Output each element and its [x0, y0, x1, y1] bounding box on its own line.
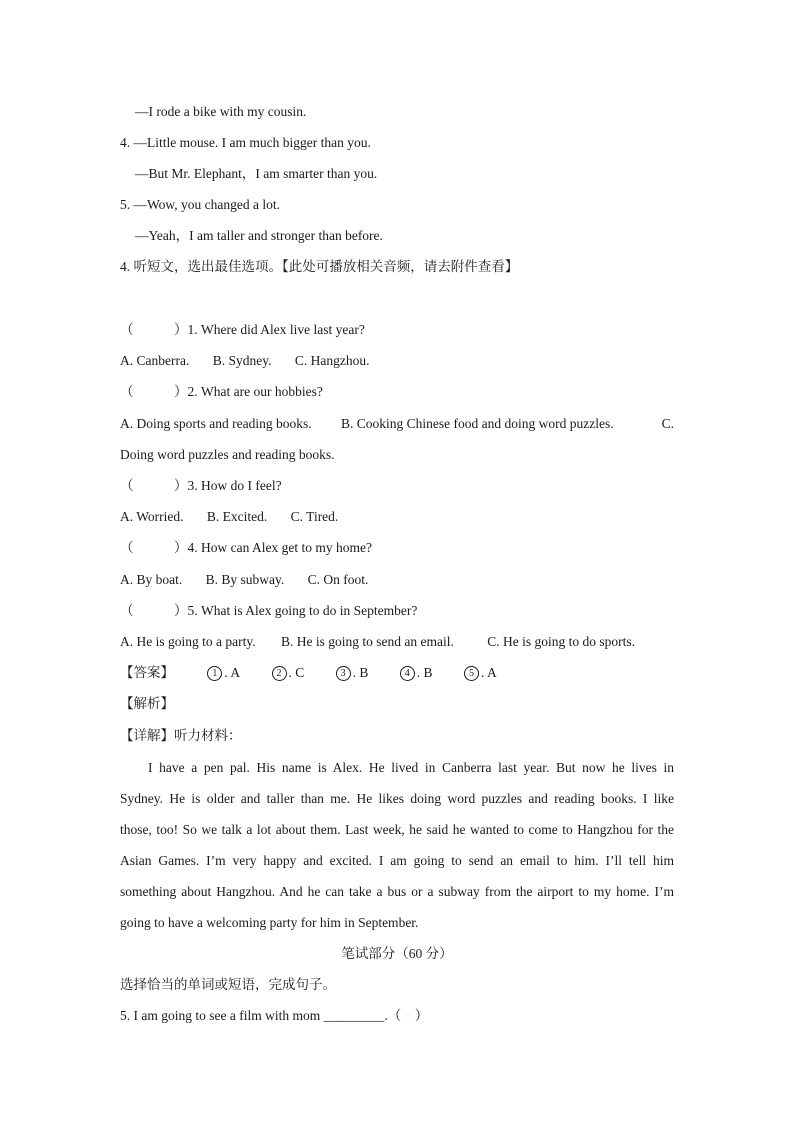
dialogue-line: 5. —Wow, you changed a lot. [120, 197, 281, 212]
option-b: B. Sydney. [212, 353, 272, 368]
passage-line: something about Hangzhou. And he can take a bus or a subway from the airport to my home. I’m [120, 884, 674, 899]
section-heading: 4. 听短文，选出最佳选项。【此处可播放相关音频，请去附件查看】 [120, 259, 519, 274]
answer-value: . A [224, 665, 241, 680]
circled-number: 2 [272, 666, 287, 681]
option-b: B. Cooking Chinese food and doing word puzzles. [340, 416, 614, 431]
question-1: （ ）1. Where did Alex live last year? [120, 322, 365, 337]
passage-line: Sydney. He is older and taller than me. He likes doing word puzzles and reading books. I like [120, 791, 674, 806]
option-c: C. Hangzhou. [294, 353, 370, 368]
question-2-options [120, 415, 674, 433]
answer-label: 【答案】 [120, 665, 174, 680]
answer-value: . B [352, 665, 369, 680]
answer-row [120, 664, 680, 682]
written-instruction: 选择恰当的单词或短语，完成句子。 [120, 977, 336, 992]
passage-line: Asian Games. I’m very happy and excited. I am going to send an email to him. I’ll tell him [120, 853, 674, 868]
answer-value: . B [416, 665, 433, 680]
dialogue-line: —But Mr. Elephant，I am smarter than you. [135, 166, 378, 181]
question-3: （ ）3. How do I feel? [120, 478, 282, 493]
answer-value: . C [288, 665, 305, 680]
circled-number: 3 [336, 666, 351, 681]
circled-number: 1 [207, 666, 222, 681]
option-b: B. He is going to send an email. [280, 634, 454, 649]
option-c-continued: Doing word puzzles and reading books. [120, 447, 335, 462]
analysis-label: 【解析】 [120, 696, 174, 711]
option-c: C. [661, 416, 674, 431]
dialogue-line: —I rode a bike with my cousin. [135, 104, 307, 119]
question-3-options [120, 508, 680, 526]
option-b: B. By subway. [205, 572, 285, 587]
answer-value: . A [480, 665, 497, 680]
written-section-title: 笔试部分（60 分） [341, 946, 453, 961]
question-2: （ ）2. What are our hobbies? [120, 384, 323, 399]
answer-item [464, 664, 497, 682]
passage-line: I have a pen pal. His name is Alex. He lived in Canberra last year. But now he lives in [148, 760, 674, 775]
option-a: A. By boat. [120, 572, 183, 587]
option-a: A. Doing sports and reading books. [120, 416, 312, 431]
answer-item [207, 664, 240, 682]
option-c: C. On foot. [307, 572, 369, 587]
passage-line: going to have a welcoming party for him in September. [120, 915, 419, 930]
dialogue-line: —Yeah，I am taller and stronger than before. [135, 228, 383, 243]
passage-line: those, too! So we talk a lot about them. Last week, he said he wanted to come to Hangzhou for the [120, 822, 674, 837]
option-c: C. Tired. [290, 509, 339, 524]
dialogue-line: 4. —Little mouse. I am much bigger than you. [120, 135, 371, 150]
option-a: A. Worried. [120, 509, 184, 524]
option-c: C. He is going to do sports. [487, 634, 635, 649]
answer-item [336, 664, 369, 682]
question-4-options [120, 571, 680, 589]
question-5: （ ）5. What is Alex going to do in September? [120, 603, 418, 618]
listening-passage [120, 752, 674, 938]
option-b: B. Excited. [206, 509, 268, 524]
circled-number: 4 [400, 666, 415, 681]
detail-label: 【详解】听力材料： [120, 728, 242, 743]
question-4: （ ）4. How can Alex get to my home? [120, 540, 372, 555]
option-a: A. Canberra. [120, 353, 190, 368]
circled-number: 5 [464, 666, 479, 681]
option-a: A. He is going to a party. [120, 634, 256, 649]
written-question-5: 5. I am going to see a film with mom _________.（ ） [120, 1008, 429, 1023]
question-1-options [120, 352, 680, 370]
answer-item [400, 664, 433, 682]
question-5-options [120, 633, 680, 651]
answer-item [272, 664, 305, 682]
